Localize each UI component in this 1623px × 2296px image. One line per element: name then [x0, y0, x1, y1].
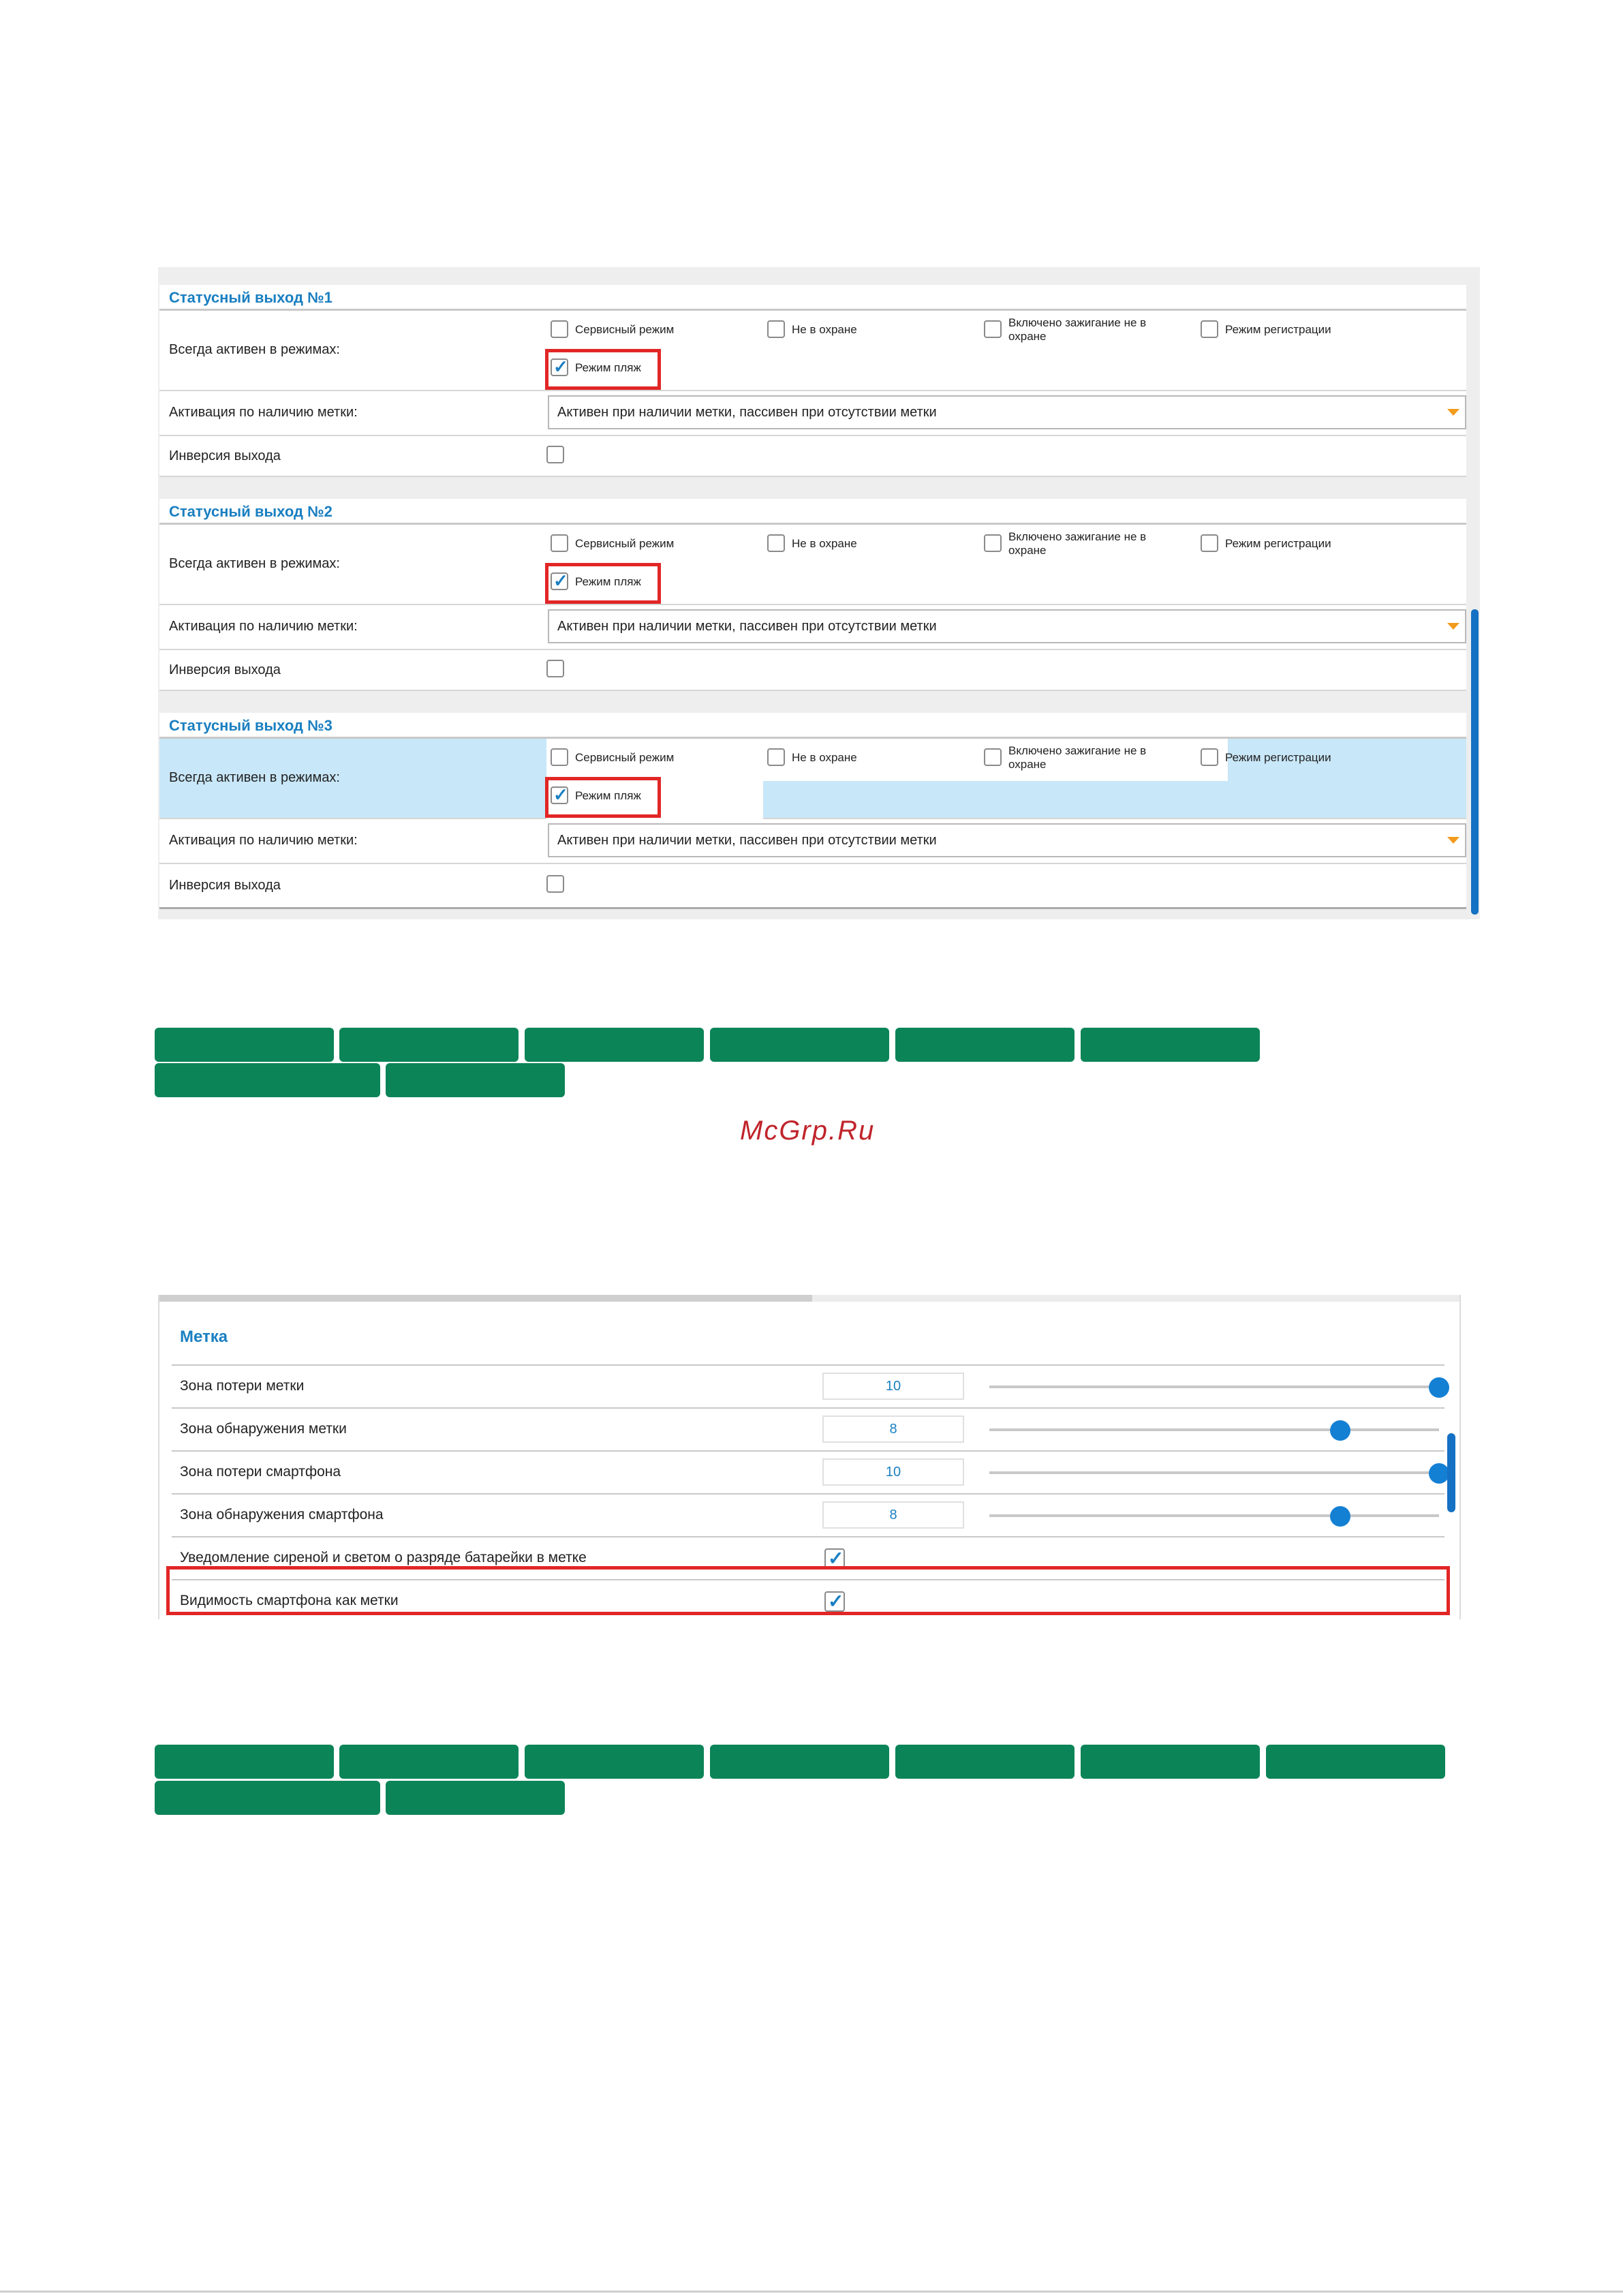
not-armed-checkbox[interactable] [767, 320, 785, 338]
activation-select-value: Активен при наличии метки, пассивен при отсутствии метки [557, 619, 937, 634]
slider-thumb[interactable] [1330, 1506, 1350, 1527]
ignition-label-line2: охране [1008, 544, 1047, 557]
registration-mode-checkbox[interactable] [1201, 320, 1218, 338]
checkmark-icon: ✓ [553, 356, 568, 377]
inversion-label: Инверсия выхода [169, 878, 281, 893]
slider-row-phone-loss [172, 1450, 1444, 1493]
slider-row-tag-loss [172, 1364, 1444, 1407]
inversion-checkbox[interactable] [546, 660, 564, 677]
green-button[interactable] [525, 1745, 704, 1779]
ignition-label-line2: охране [1008, 330, 1047, 343]
slider-track[interactable] [989, 1514, 1439, 1517]
activation-label: Активация по наличию метки: [169, 405, 358, 420]
modes-row-selected [159, 739, 1466, 819]
value-input[interactable]: 8 [822, 1415, 964, 1443]
activation-row [159, 605, 1466, 650]
green-button[interactable] [1266, 1745, 1445, 1779]
modes-row [159, 311, 1466, 391]
status-output-1 [159, 285, 1466, 480]
slider-row-tag-detect [172, 1407, 1444, 1450]
checkmark-icon: ✓ [553, 784, 568, 805]
smartphone-visibility-label: Видимость смартфона как метки [180, 1593, 399, 1608]
green-button[interactable] [155, 1781, 380, 1815]
activation-select-value: Активен при наличии метки, пассивен при отсутствии метки [557, 833, 937, 848]
status-outputs-panel [158, 267, 1480, 919]
modes-label: Всегда активен в режимах: [169, 770, 340, 785]
not-armed-label: Не в охране [792, 751, 857, 764]
not-armed-label: Не в охране [792, 537, 857, 550]
registration-mode-label: Режим регистрации [1225, 323, 1331, 336]
green-button[interactable] [155, 1063, 380, 1097]
watermark: McGrp.Ru [740, 1116, 876, 1146]
service-mode-label: Сервисный режим [575, 751, 675, 764]
ignition-label-line1: Включено зажигание не в [1008, 530, 1147, 543]
slider-track[interactable] [989, 1386, 1439, 1388]
vertical-scrollbar[interactable] [1447, 1433, 1455, 1512]
ignition-label-line1: Включено зажигание не в [1008, 744, 1147, 757]
slider-track[interactable] [989, 1428, 1439, 1431]
checkmark-icon: ✓ [828, 1548, 844, 1569]
dropdown-arrow-icon [1447, 409, 1459, 416]
dropdown-arrow-icon [1447, 623, 1459, 630]
service-mode-checkbox[interactable] [551, 534, 568, 552]
beach-mode-label: Режим пляж [575, 575, 641, 588]
green-button[interactable] [155, 1745, 334, 1779]
inversion-row [159, 436, 1466, 477]
checkmark-icon: ✓ [828, 1591, 844, 1612]
service-mode-checkbox[interactable] [551, 748, 568, 766]
registration-mode-checkbox[interactable] [1201, 534, 1218, 552]
not-armed-checkbox[interactable] [767, 748, 785, 766]
vertical-scrollbar[interactable] [1471, 609, 1479, 915]
horizontal-scrollbar[interactable] [159, 1295, 812, 1302]
highlight-box [545, 563, 661, 604]
value-input[interactable]: 8 [822, 1501, 964, 1529]
status-output-3 [159, 713, 1466, 917]
footer-divider [0, 2291, 1623, 2293]
green-button[interactable] [895, 1745, 1075, 1779]
ignition-checkbox[interactable] [984, 534, 1002, 552]
green-button[interactable] [339, 1028, 519, 1062]
status-output-title: Статусный выход №2 [159, 499, 1466, 525]
slider-label: Зона потери метки [180, 1378, 305, 1394]
status-output-title: Статусный выход №3 [159, 713, 1466, 739]
green-button[interactable] [710, 1028, 889, 1062]
green-button[interactable] [1081, 1028, 1260, 1062]
activation-row [159, 391, 1466, 436]
green-button[interactable] [1081, 1745, 1260, 1779]
green-button[interactable] [895, 1028, 1075, 1062]
slider-thumb[interactable] [1429, 1377, 1449, 1398]
service-mode-checkbox[interactable] [551, 320, 568, 338]
slider-row-phone-detect [172, 1493, 1444, 1536]
beach-mode-label: Режим пляж [575, 789, 641, 802]
green-button[interactable] [155, 1028, 334, 1062]
value-input[interactable]: 10 [822, 1458, 964, 1486]
green-button[interactable] [525, 1028, 704, 1062]
checkmark-icon: ✓ [553, 570, 568, 591]
not-armed-label: Не в охране [792, 323, 857, 336]
dropdown-arrow-icon [1447, 837, 1459, 844]
registration-mode-label: Режим регистрации [1225, 537, 1331, 550]
tag-settings-panel [158, 1295, 1461, 1619]
activation-label: Активация по наличию метки: [169, 619, 358, 634]
green-button[interactable] [710, 1745, 889, 1779]
inversion-row [159, 650, 1466, 691]
slider-label: Зона потери смартфона [180, 1464, 341, 1480]
inversion-label: Инверсия выхода [169, 448, 281, 463]
not-armed-checkbox[interactable] [767, 534, 785, 552]
status-output-2 [159, 499, 1466, 694]
status-output-title: Статусный выход №1 [159, 285, 1466, 311]
registration-mode-label: Режим регистрации [1225, 751, 1331, 764]
ignition-checkbox[interactable] [984, 320, 1002, 338]
activation-label: Активация по наличию метки: [169, 833, 358, 848]
inversion-checkbox[interactable] [546, 875, 564, 893]
registration-mode-checkbox[interactable] [1201, 748, 1218, 766]
activation-select[interactable] [548, 823, 1466, 857]
activation-row [159, 819, 1466, 864]
green-button[interactable] [339, 1745, 519, 1779]
modes-row [159, 525, 1466, 605]
green-button[interactable] [386, 1063, 565, 1097]
service-mode-label: Сервисный режим [575, 323, 675, 336]
horizontal-scroll-track [812, 1295, 1459, 1302]
slider-thumb[interactable] [1330, 1420, 1350, 1441]
inversion-checkbox[interactable] [546, 446, 564, 463]
inversion-row [159, 864, 1466, 909]
beach-mode-label: Режим пляж [575, 361, 641, 374]
highlight-box [166, 1566, 1450, 1615]
ignition-checkbox[interactable] [984, 748, 1002, 766]
activation-select[interactable] [548, 395, 1466, 429]
section-title: Метка [180, 1328, 228, 1346]
ignition-label-line2: охране [1008, 758, 1047, 771]
slider-track[interactable] [989, 1471, 1439, 1474]
highlight-box [545, 777, 661, 818]
modes-label: Всегда активен в режимах: [169, 342, 340, 357]
activation-select-value: Активен при наличии метки, пассивен при отсутствии метки [557, 405, 937, 420]
service-mode-label: Сервисный режим [575, 537, 675, 550]
modes-label: Всегда активен в режимах: [169, 556, 340, 571]
green-button[interactable] [386, 1781, 565, 1815]
battery-notify-label: Уведомление сиреной и светом о разряде батарейки в метке [180, 1550, 587, 1565]
ignition-label-line1: Включено зажигание не в [1008, 316, 1147, 329]
slider-label: Зона обнаружения смартфона [180, 1507, 384, 1522]
slider-label: Зона обнаружения метки [180, 1421, 347, 1437]
highlight-box [545, 349, 661, 390]
inversion-label: Инверсия выхода [169, 662, 281, 677]
value-input[interactable]: 10 [822, 1373, 964, 1400]
slider-thumb[interactable] [1429, 1463, 1449, 1484]
activation-select[interactable] [548, 609, 1466, 643]
